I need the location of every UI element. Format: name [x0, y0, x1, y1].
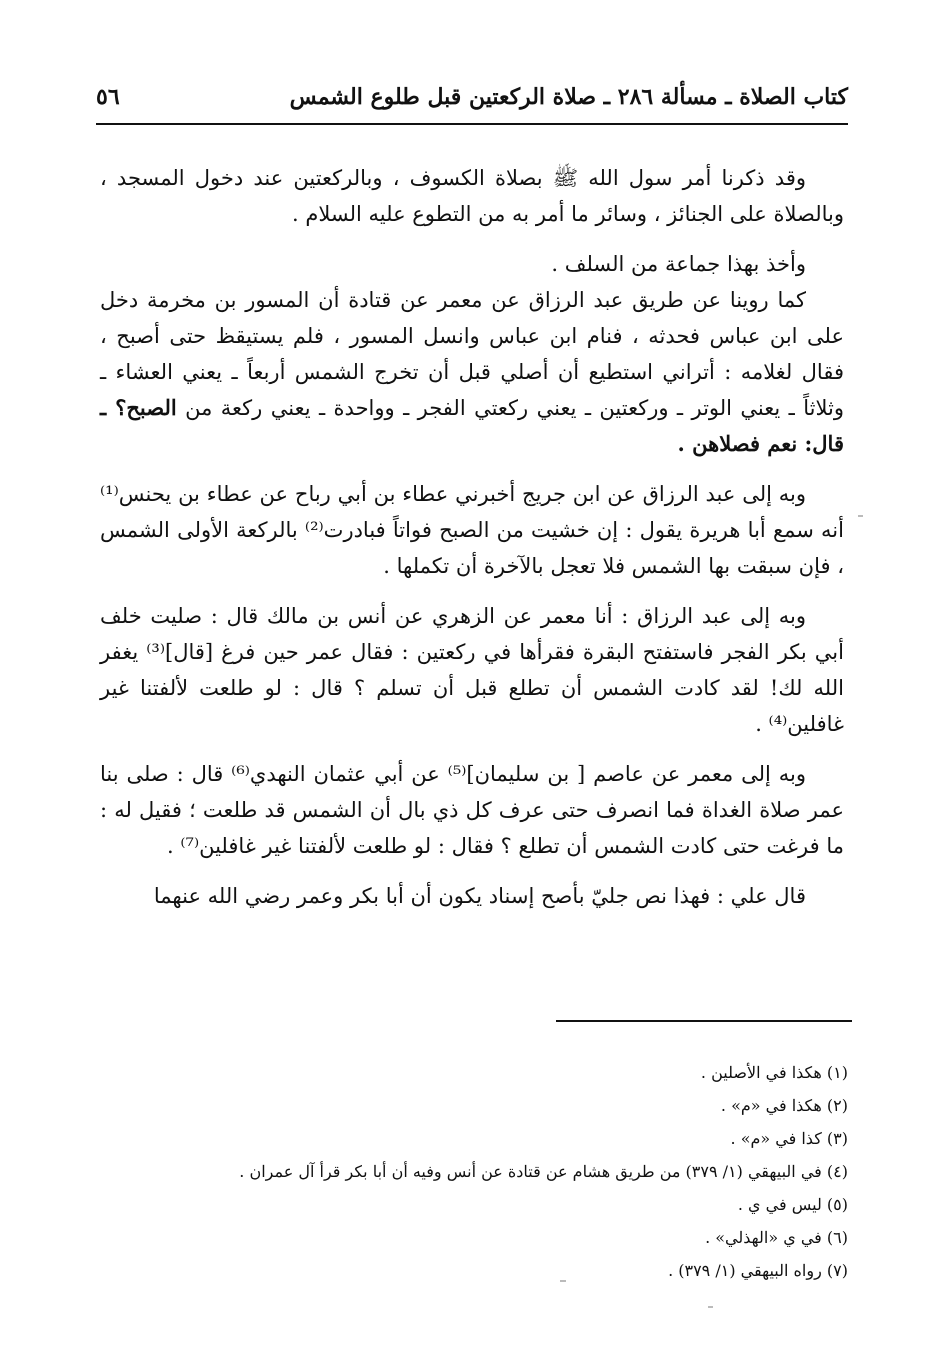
footnote-4: (٤) في البيهقي (١/ ٣٧٩) من طريق هشام عن قتادة عن أنس وفيه أن أبا بكر قرأ آل عمران . — [239, 1162, 848, 1181]
page-number: ٥٦ — [96, 84, 120, 110]
scan-speck — [708, 1306, 713, 1308]
paragraph-1: وقد ذكرنا أمر سول الله ﷺ بصلاة الكسوف ، وبالركعتين عند دخول المسجد ، وبالصلاة على الجنائز ، وسائر ما أمر به من التطوع عليه السلام . — [100, 166, 844, 226]
header-divider — [96, 123, 848, 125]
footnote-6: (٦) في ي «الهذلي» . — [705, 1228, 848, 1247]
footnote-divider — [556, 1020, 852, 1022]
running-header — [96, 76, 848, 120]
footnote-1: (١) هكذا في الأصلين . — [700, 1063, 848, 1082]
chapter-title: كتاب الصلاة ـ مسألة ٢٨٦ ـ صلاة الركعتين قبل طلوع الشمس — [289, 84, 848, 110]
scan-speck — [560, 1280, 566, 1282]
scan-speck — [858, 515, 863, 517]
main-text — [100, 160, 844, 914]
footnote-2: (٢) هكذا في «م» . — [720, 1096, 848, 1115]
paragraph-3-bold-text: الصبح؟ ـ قال: نعم فصلاهن . — [100, 395, 844, 456]
paragraph-2: وأخذ بهذا جماعة من السلف . — [551, 252, 806, 276]
footnotes — [200, 1056, 848, 1287]
paragraph-5: وبه إلى عبد الرزاق : أنا معمر عن الزهري عن أنس بن مالك قال : صليت خلف أبي بكر الفجر فاستفتح البقرة فقرأها في ركعتين : فقال عمر حين فرغ [قال]⁽³⁾ يغفر الله لك! لقد كادت الشمس أن تطلع قبل أن تسلم ؟ قال : لو طلعت لألفتنا غير غافلين⁽⁴⁾ . — [100, 604, 844, 736]
paragraph-4: وبه إلى عبد الرزاق عن ابن جريج أخبرني عطاء بن أبي رباح عن عطاء بن يحنس⁽¹⁾ أنه سمع أبا هريرة يقول : إن خشيت من الصبح فواتاً فبادرت⁽²⁾ بالركعة الأولى الشمس ، فإن سبقت بها الشمس فلا تعجل بالآخرة أن تكملها . — [100, 482, 844, 578]
paragraph-6: وبه إلى معمر عن عاصم [ بن سليمان]⁽⁵⁾ عن أبي عثمان النهدي⁽⁶⁾ قال : صلى بنا عمر صلاة الغداة فما انصرف حتى عرف كل ذي بال أن الشمس قد طلعت ؛ فقيل له : ما فرغت حتى كادت الشمس أن تطلع ؟ فقال : لو طلعت لألفتنا غير غافلين⁽⁷⁾ . — [100, 762, 844, 858]
footnote-5: (٥) ليس في ي . — [737, 1195, 848, 1214]
footnote-3: (٣) كذا في «م» . — [730, 1129, 848, 1148]
paragraph-3 — [100, 282, 844, 462]
footnote-7: (٧) رواه البيهقي (١/ ٣٧٩) . — [668, 1261, 848, 1280]
paragraph-3-text: كما روينا عن طريق عبد الرزاق عن معمر عن قتادة أن المسور بن مخرمة دخل على ابن عباس فحدثه ، فنام ابن عباس وانسل المسور ، فلم يستيقظ حتى أصبح ، فقال لغلامه : أتراني استطيع أن أصلي قبل أن تخرج الشمس أربعاً ـ يعني العشاء ـ وثلاثاً ـ يعني الوتر ـ وركعتين ـ يعني ركعتي الفجر ـ وواحدة ـ يعني ركعة من — [100, 288, 844, 420]
paragraph-7: قال علي : فهذا نص جليّ بأصح إسناد يكون أن أبا بكر وعمر رضي الله عنهما — [153, 884, 806, 908]
